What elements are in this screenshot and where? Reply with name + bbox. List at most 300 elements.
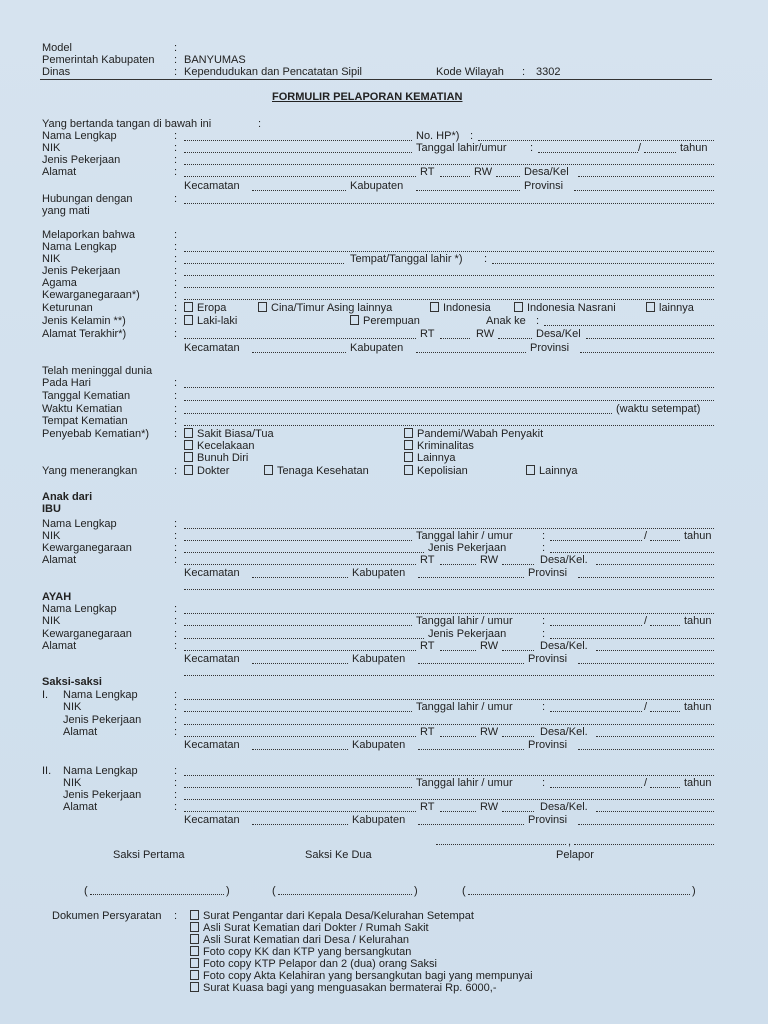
ibu-umur-field[interactable] bbox=[650, 540, 680, 541]
saksi1-kabupaten-field[interactable] bbox=[418, 749, 524, 750]
saksi2-kabupaten-field[interactable] bbox=[418, 824, 524, 825]
saksi-heading: Saksi-saksi bbox=[42, 676, 102, 688]
tanggal-kematian-field[interactable] bbox=[184, 400, 714, 401]
dokumen-item-label: Asli Surat Kematian dari Desa / Kelurahan bbox=[203, 934, 410, 946]
ibu-alamat-label: Alamat bbox=[42, 554, 77, 566]
rw-label: RW bbox=[476, 328, 495, 340]
dokumen-item-label: Asli Surat Kematian dari Dokter / Rumah Sakit bbox=[203, 922, 429, 934]
kabupaten-label: Kabupaten bbox=[352, 739, 406, 751]
pelapor-sign-label: Pelapor bbox=[556, 849, 594, 861]
colon: : bbox=[174, 377, 178, 389]
rw-label: RW bbox=[480, 801, 499, 813]
jenazah-tempat-tgl-field[interactable] bbox=[492, 263, 714, 264]
colon: : bbox=[542, 777, 546, 789]
colon: : bbox=[470, 130, 474, 142]
saksi1-nik-field[interactable] bbox=[184, 711, 412, 712]
tempat-kematian-field[interactable] bbox=[184, 425, 714, 426]
saksi1-provinsi-field[interactable] bbox=[578, 749, 714, 750]
ibu-rw-field[interactable] bbox=[502, 564, 534, 565]
provinsi-label: Provinsi bbox=[530, 342, 570, 354]
checkbox-icon[interactable] bbox=[404, 452, 413, 462]
colon: : bbox=[174, 777, 178, 789]
ibu-extra-field[interactable] bbox=[184, 589, 714, 590]
rt-label: RT bbox=[420, 328, 435, 340]
colon: : bbox=[174, 714, 178, 726]
saksi1-pekerjaan-label: Jenis Pekerjaan bbox=[63, 714, 142, 726]
dinas-label: Dinas bbox=[42, 66, 71, 78]
slash: / bbox=[638, 142, 642, 154]
ayah-pekerjaan-field[interactable] bbox=[550, 638, 714, 639]
slash: / bbox=[644, 530, 648, 542]
waktu-kematian-label: Waktu Kematian bbox=[42, 403, 123, 415]
hari-field[interactable] bbox=[184, 387, 714, 388]
menerangkan-dokter-option[interactable] bbox=[184, 465, 229, 477]
colon: : bbox=[174, 142, 178, 154]
colon: : bbox=[174, 253, 178, 265]
date-field[interactable] bbox=[574, 844, 714, 845]
colon: : bbox=[542, 701, 546, 713]
dokumen-item[interactable] bbox=[190, 946, 411, 958]
saksi1-tgl-field[interactable] bbox=[550, 711, 642, 712]
colon: : bbox=[174, 315, 178, 327]
saksi2-alamat-field[interactable] bbox=[184, 811, 416, 812]
jenazah-agama-label: Agama bbox=[42, 277, 77, 289]
penyebab-lainnya-option[interactable] bbox=[404, 452, 456, 464]
rt-label: RT bbox=[420, 554, 435, 566]
checkbox-icon[interactable] bbox=[350, 315, 359, 325]
pelapor-alamat-label: Alamat bbox=[42, 166, 77, 178]
penyebab-label: Penyebab Kematian*) bbox=[42, 428, 150, 440]
colon: : bbox=[174, 628, 178, 640]
pelapor-rw-field[interactable] bbox=[496, 176, 520, 177]
saksi1-nama-field[interactable] bbox=[184, 699, 714, 700]
option-label: Eropa bbox=[197, 302, 227, 314]
jenazah-provinsi-field[interactable] bbox=[580, 352, 714, 353]
checkbox-icon[interactable] bbox=[258, 302, 267, 312]
tanggal-kematian-label: Tanggal Kematian bbox=[42, 390, 131, 402]
pelapor-nik-field[interactable] bbox=[184, 152, 412, 153]
anak-ke-field[interactable] bbox=[544, 325, 714, 326]
hari-label: Pada Hari bbox=[42, 377, 91, 389]
dokumen-label: Dokumen Persyaratan bbox=[52, 910, 162, 922]
option-label: Lainnya bbox=[417, 452, 456, 464]
kabupaten-label: Kabupaten bbox=[352, 567, 406, 579]
pemkab-label: Pemerintah Kabupaten bbox=[42, 54, 155, 66]
colon: : bbox=[174, 615, 178, 627]
rt-label: RT bbox=[420, 640, 435, 652]
ibu-provinsi-field[interactable] bbox=[578, 577, 714, 578]
colon: : bbox=[174, 42, 178, 54]
checkbox-icon[interactable] bbox=[184, 452, 193, 462]
paren-open: ( bbox=[84, 885, 88, 897]
ayah-provinsi-field[interactable] bbox=[578, 663, 714, 664]
saksi2-kecamatan-field[interactable] bbox=[252, 824, 348, 825]
ibu-nik-label: NIK bbox=[42, 530, 61, 542]
checkbox-icon[interactable] bbox=[190, 970, 199, 980]
menerangkan-nakes-option[interactable] bbox=[264, 465, 369, 477]
comma: , bbox=[568, 836, 572, 848]
colon: : bbox=[174, 390, 178, 402]
pelapor-nik-label: NIK bbox=[42, 142, 61, 154]
tahun-label: tahun bbox=[684, 701, 712, 713]
ayah-kabupaten-field[interactable] bbox=[418, 663, 524, 664]
pelapor-alamat-field[interactable] bbox=[184, 176, 416, 177]
saksi2-umur-field[interactable] bbox=[650, 787, 680, 788]
ibu-tgl-field[interactable] bbox=[550, 540, 642, 541]
checkbox-icon[interactable] bbox=[184, 315, 193, 325]
jenazah-rw-field[interactable] bbox=[498, 338, 532, 339]
paren-open: ( bbox=[272, 885, 276, 897]
checkbox-icon[interactable] bbox=[184, 465, 193, 475]
rw-label: RW bbox=[474, 166, 493, 178]
colon: : bbox=[536, 315, 540, 327]
penyebab-bunuh-diri-option[interactable] bbox=[184, 452, 248, 464]
colon: : bbox=[174, 726, 178, 738]
jenazah-pekerjaan-label: Jenis Pekerjaan bbox=[42, 265, 121, 277]
dokumen-item-label: Foto copy KTP Pelapor dan 2 (dua) orang Saksi bbox=[203, 958, 437, 970]
ibu-pekerjaan-label: Jenis Pekerjaan bbox=[428, 542, 507, 554]
pelapor-hp-field[interactable] bbox=[478, 140, 714, 141]
pelapor-provinsi-field[interactable] bbox=[574, 190, 714, 191]
checkbox-icon[interactable] bbox=[404, 428, 413, 438]
waktu-setempat-note: (waktu setempat) bbox=[616, 403, 701, 415]
jenazah-nik-label: NIK bbox=[42, 253, 61, 265]
ibu-nama-label: Nama Lengkap bbox=[42, 518, 117, 530]
ayah-kecamatan-field[interactable] bbox=[252, 663, 348, 664]
jenazah-desa-field[interactable] bbox=[586, 338, 714, 339]
jenazah-agama-field[interactable] bbox=[184, 287, 714, 288]
pelapor-kabupaten-field[interactable] bbox=[416, 190, 520, 191]
colon: : bbox=[484, 253, 488, 265]
kabupaten-label: Kabupaten bbox=[350, 342, 404, 354]
pelapor-hp-label: No. HP*) bbox=[416, 130, 460, 142]
saksi1-pekerjaan-field[interactable] bbox=[184, 724, 714, 725]
saksi2-nik-label: NIK bbox=[63, 777, 82, 789]
colon: : bbox=[174, 603, 178, 615]
waktu-kematian-field[interactable] bbox=[184, 413, 612, 414]
checkbox-icon[interactable] bbox=[514, 302, 523, 312]
option-label: Kriminalitas bbox=[417, 440, 474, 452]
option-label: Laki-laki bbox=[197, 315, 238, 327]
checkbox-icon[interactable] bbox=[190, 958, 199, 968]
rw-label: RW bbox=[480, 726, 499, 738]
ayah-kewarganegaraan-field[interactable] bbox=[184, 638, 424, 639]
desa-label: Desa/Kel. bbox=[540, 640, 588, 652]
ibu-alamat-field[interactable] bbox=[184, 564, 416, 565]
saksi1-rt-field[interactable] bbox=[440, 736, 476, 737]
jenazah-kabupaten-field[interactable] bbox=[416, 352, 526, 353]
kecamatan-label: Kecamatan bbox=[184, 342, 240, 354]
anak-ke-label: Anak ke bbox=[486, 315, 526, 327]
jenazah-kewarganegaraan-field[interactable] bbox=[184, 299, 714, 300]
option-label: Indonesia bbox=[443, 302, 491, 314]
checkbox-icon[interactable] bbox=[184, 302, 193, 312]
saksi2-nama-field[interactable] bbox=[184, 775, 714, 776]
model-label: Model bbox=[42, 42, 72, 54]
ibu-nama-field[interactable] bbox=[184, 528, 714, 529]
dokumen-item[interactable] bbox=[190, 970, 533, 982]
ibu-nik-field[interactable] bbox=[184, 540, 412, 541]
saksi-pertama-label: Saksi Pertama bbox=[113, 849, 185, 861]
pelapor-signature-field[interactable] bbox=[468, 894, 690, 895]
dokumen-item[interactable] bbox=[190, 934, 409, 946]
jenis-kelamin-label: Jenis Kelamin **) bbox=[42, 315, 126, 327]
ibu-kabupaten-field[interactable] bbox=[418, 577, 524, 578]
tahun-label: tahun bbox=[684, 530, 712, 542]
provinsi-label: Provinsi bbox=[524, 180, 564, 192]
menerangkan-lainnya-option[interactable] bbox=[526, 465, 578, 477]
tempat-tgl-label: Tempat/Tanggal lahir *) bbox=[350, 253, 463, 265]
checkbox-icon[interactable] bbox=[190, 946, 199, 956]
colon: : bbox=[174, 130, 178, 142]
kabupaten-label: Kabupaten bbox=[352, 814, 406, 826]
jenazah-kecamatan-field[interactable] bbox=[252, 352, 346, 353]
provinsi-label: Provinsi bbox=[528, 814, 568, 826]
saksi1-alamat-field[interactable] bbox=[184, 736, 416, 737]
colon: : bbox=[174, 229, 178, 241]
saksi1-rw-field[interactable] bbox=[502, 736, 534, 737]
tahun-label: tahun bbox=[680, 142, 708, 154]
ayah-nama-label: Nama Lengkap bbox=[42, 603, 117, 615]
slash: / bbox=[644, 701, 648, 713]
rt-label: RT bbox=[420, 801, 435, 813]
colon: : bbox=[174, 265, 178, 277]
saksi1-umur-field[interactable] bbox=[650, 711, 680, 712]
checkbox-icon[interactable] bbox=[430, 302, 439, 312]
saksi1-kecamatan-field[interactable] bbox=[252, 749, 348, 750]
colon: : bbox=[174, 66, 178, 78]
saksi2-provinsi-field[interactable] bbox=[578, 824, 714, 825]
provinsi-label: Provinsi bbox=[528, 739, 568, 751]
saksi2-tgl-field[interactable] bbox=[550, 787, 642, 788]
jk-laki-option[interactable] bbox=[184, 315, 237, 327]
jenazah-nama-label: Nama Lengkap bbox=[42, 241, 117, 253]
saksi2-nama-label: Nama Lengkap bbox=[63, 765, 138, 777]
ibu-pekerjaan-field[interactable] bbox=[550, 552, 714, 553]
penyebab-pandemi-option[interactable] bbox=[404, 428, 543, 440]
hubungan-field[interactable] bbox=[184, 203, 714, 204]
colon: : bbox=[174, 542, 178, 554]
saksi1-signature-field[interactable] bbox=[90, 894, 224, 895]
jenazah-alamat-field[interactable] bbox=[184, 338, 416, 339]
place-date-field[interactable] bbox=[436, 844, 566, 845]
colon: : bbox=[174, 166, 178, 178]
option-label: Perempuan bbox=[363, 315, 420, 327]
option-label: Pandemi/Wabah Penyakit bbox=[417, 428, 544, 440]
penyebab-kecelakaan-option[interactable] bbox=[184, 440, 255, 452]
tempat-kematian-label: Tempat Kematian bbox=[42, 415, 128, 427]
ibu-desa-field[interactable] bbox=[596, 564, 714, 565]
saksi2-rt-field[interactable] bbox=[440, 811, 476, 812]
colon: : bbox=[174, 765, 178, 777]
dokumen-item[interactable] bbox=[190, 910, 474, 922]
colon: : bbox=[258, 118, 262, 130]
kecamatan-label: Kecamatan bbox=[184, 653, 240, 665]
desa-label: Desa/Kel. bbox=[540, 554, 588, 566]
ibu-kecamatan-field[interactable] bbox=[252, 577, 348, 578]
desa-label: Desa/Kel bbox=[536, 328, 581, 340]
option-label: Cina/Timur Asing lainnya bbox=[271, 302, 393, 314]
pelapor-nama-field[interactable] bbox=[184, 140, 412, 141]
jenazah-pekerjaan-field[interactable] bbox=[184, 275, 714, 276]
ayah-nik-field[interactable] bbox=[184, 625, 412, 626]
colon: : bbox=[174, 54, 178, 66]
paren-open: ( bbox=[462, 885, 466, 897]
provinsi-label: Provinsi bbox=[528, 567, 568, 579]
ayah-alamat-field[interactable] bbox=[184, 650, 416, 651]
keturunan-lainnya-option[interactable] bbox=[646, 302, 694, 314]
colon: : bbox=[542, 615, 546, 627]
kecamatan-label: Kecamatan bbox=[184, 180, 240, 192]
saksi1-desa-field[interactable] bbox=[596, 736, 714, 737]
saksi-kedua-label: Saksi Ke Dua bbox=[305, 849, 372, 861]
ayah-rt-field[interactable] bbox=[440, 650, 476, 651]
ayah-nik-label: NIK bbox=[42, 615, 61, 627]
pemkab-value: BANYUMAS bbox=[184, 54, 246, 66]
saksi1-number: I. bbox=[42, 689, 49, 701]
paren-close: ) bbox=[692, 885, 696, 897]
option-label: Kecelakaan bbox=[197, 440, 255, 452]
colon: : bbox=[174, 289, 178, 301]
pelapor-nama-label: Nama Lengkap bbox=[42, 130, 117, 142]
dinas-value: Kependudukan dan Pencatatan Sipil bbox=[184, 66, 362, 78]
desa-label: Desa/Kel bbox=[524, 166, 569, 178]
dokumen-item[interactable] bbox=[190, 982, 497, 994]
rw-label: RW bbox=[480, 640, 499, 652]
header-rule bbox=[40, 79, 712, 80]
pelapor-tgl-label: Tanggal lahir/umur bbox=[416, 142, 507, 154]
ayah-kewarganegaraan-label: Kewarganegaraan bbox=[42, 628, 132, 640]
ayah-tgl-label: Tanggal lahir / umur bbox=[416, 615, 513, 627]
form-title: FORMULIR PELAPORAN KEMATIAN bbox=[272, 91, 463, 103]
ayah-desa-field[interactable] bbox=[596, 650, 714, 651]
colon: : bbox=[174, 428, 178, 440]
colon: : bbox=[174, 910, 178, 922]
option-label: Sakit Biasa/Tua bbox=[197, 428, 274, 440]
penyebab-kriminalitas-option[interactable] bbox=[404, 440, 474, 452]
checkbox-icon[interactable] bbox=[184, 428, 193, 438]
saksi1-alamat-label: Alamat bbox=[63, 726, 98, 738]
pelapor-pekerjaan-field[interactable] bbox=[184, 164, 714, 165]
menerangkan-label: Yang menerangkan bbox=[42, 465, 138, 477]
kode-wilayah-label: Kode Wilayah bbox=[436, 66, 504, 78]
checkbox-icon[interactable] bbox=[526, 465, 535, 475]
slash: / bbox=[644, 777, 648, 789]
colon: : bbox=[174, 640, 178, 652]
penyebab-sakit-option[interactable] bbox=[184, 428, 274, 440]
rw-label: RW bbox=[480, 554, 499, 566]
colon: : bbox=[174, 465, 178, 477]
ayah-extra-field[interactable] bbox=[184, 675, 714, 676]
ayah-heading: AYAH bbox=[42, 591, 72, 603]
colon: : bbox=[174, 801, 178, 813]
ayah-tgl-field[interactable] bbox=[550, 625, 642, 626]
colon: : bbox=[174, 193, 178, 205]
checkbox-icon[interactable] bbox=[646, 302, 655, 312]
jk-perempuan-option[interactable] bbox=[350, 315, 420, 327]
checkbox-icon[interactable] bbox=[190, 922, 199, 932]
keturunan-eropa-option[interactable] bbox=[184, 302, 226, 314]
colon: : bbox=[542, 628, 546, 640]
ayah-nama-field[interactable] bbox=[184, 613, 714, 614]
dokumen-item-label: Foto copy Akta Kelahiran yang bersangkutan bagi yang mempunyai bbox=[203, 970, 533, 982]
saksi2-signature-field[interactable] bbox=[278, 894, 412, 895]
colon: : bbox=[174, 403, 178, 415]
rt-label: RT bbox=[420, 726, 435, 738]
keturunan-label: Keturunan bbox=[42, 302, 93, 314]
ibu-rt-field[interactable] bbox=[440, 564, 476, 565]
colon: : bbox=[174, 241, 178, 253]
desa-label: Desa/Kel. bbox=[540, 801, 588, 813]
ibu-kewarganegaraan-field[interactable] bbox=[184, 552, 424, 553]
pelapor-umur-field[interactable] bbox=[644, 152, 676, 153]
menerangkan-polisi-option[interactable] bbox=[404, 465, 468, 477]
keturunan-indonesia-option[interactable] bbox=[430, 302, 491, 314]
colon: : bbox=[542, 530, 546, 542]
kecamatan-label: Kecamatan bbox=[184, 814, 240, 826]
ibu-tgl-label: Tanggal lahir / umur bbox=[416, 530, 513, 542]
saksi1-nik-label: NIK bbox=[63, 701, 82, 713]
option-label: Kepolisian bbox=[417, 465, 468, 477]
pelapor-kecamatan-field[interactable] bbox=[252, 190, 346, 191]
kabupaten-label: Kabupaten bbox=[352, 653, 406, 665]
saksi2-desa-field[interactable] bbox=[596, 811, 714, 812]
dokumen-item[interactable] bbox=[190, 922, 429, 934]
saksi2-rw-field[interactable] bbox=[502, 811, 534, 812]
ayah-pekerjaan-label: Jenis Pekerjaan bbox=[428, 628, 507, 640]
saksi2-alamat-label: Alamat bbox=[63, 801, 98, 813]
keturunan-cina-option[interactable] bbox=[258, 302, 392, 314]
checkbox-icon[interactable] bbox=[184, 440, 193, 450]
checkbox-icon[interactable] bbox=[190, 910, 199, 920]
jenazah-nik-field[interactable] bbox=[184, 263, 344, 264]
jenazah-nama-field[interactable] bbox=[184, 251, 714, 252]
pelapor-tgl-field[interactable] bbox=[538, 152, 638, 153]
checkbox-icon[interactable] bbox=[404, 465, 413, 475]
saksi1-nama-label: Nama Lengkap bbox=[63, 689, 138, 701]
jenazah-rt-field[interactable] bbox=[440, 338, 470, 339]
tahun-label: tahun bbox=[684, 615, 712, 627]
kecamatan-label: Kecamatan bbox=[184, 567, 240, 579]
anak-dari-label: Anak dari bbox=[42, 491, 93, 503]
colon: : bbox=[174, 302, 178, 314]
colon: : bbox=[542, 542, 546, 554]
colon: : bbox=[174, 277, 178, 289]
keturunan-nasrani-option[interactable] bbox=[514, 302, 616, 314]
option-label: Dokter bbox=[197, 465, 230, 477]
checkbox-icon[interactable] bbox=[264, 465, 273, 475]
hubungan-label-1: Hubungan dengan bbox=[42, 193, 133, 205]
checkbox-icon[interactable] bbox=[190, 982, 199, 992]
colon: : bbox=[174, 154, 178, 166]
colon: : bbox=[174, 789, 178, 801]
ayah-alamat-label: Alamat bbox=[42, 640, 77, 652]
checkbox-icon[interactable] bbox=[404, 440, 413, 450]
kecamatan-label: Kecamatan bbox=[184, 739, 240, 751]
kode-wilayah-value: 3302 bbox=[536, 66, 561, 78]
paren-close: ) bbox=[414, 885, 418, 897]
ayah-rw-field[interactable] bbox=[502, 650, 534, 651]
ayah-umur-field[interactable] bbox=[650, 625, 680, 626]
checkbox-icon[interactable] bbox=[190, 934, 199, 944]
pelapor-desa-field[interactable] bbox=[578, 176, 714, 177]
provinsi-label: Provinsi bbox=[528, 653, 568, 665]
pelapor-rt-field[interactable] bbox=[440, 176, 470, 177]
saksi2-pekerjaan-field[interactable] bbox=[184, 799, 714, 800]
dokumen-item[interactable] bbox=[190, 958, 437, 970]
colon: : bbox=[174, 415, 178, 427]
saksi2-nik-field[interactable] bbox=[184, 787, 412, 788]
